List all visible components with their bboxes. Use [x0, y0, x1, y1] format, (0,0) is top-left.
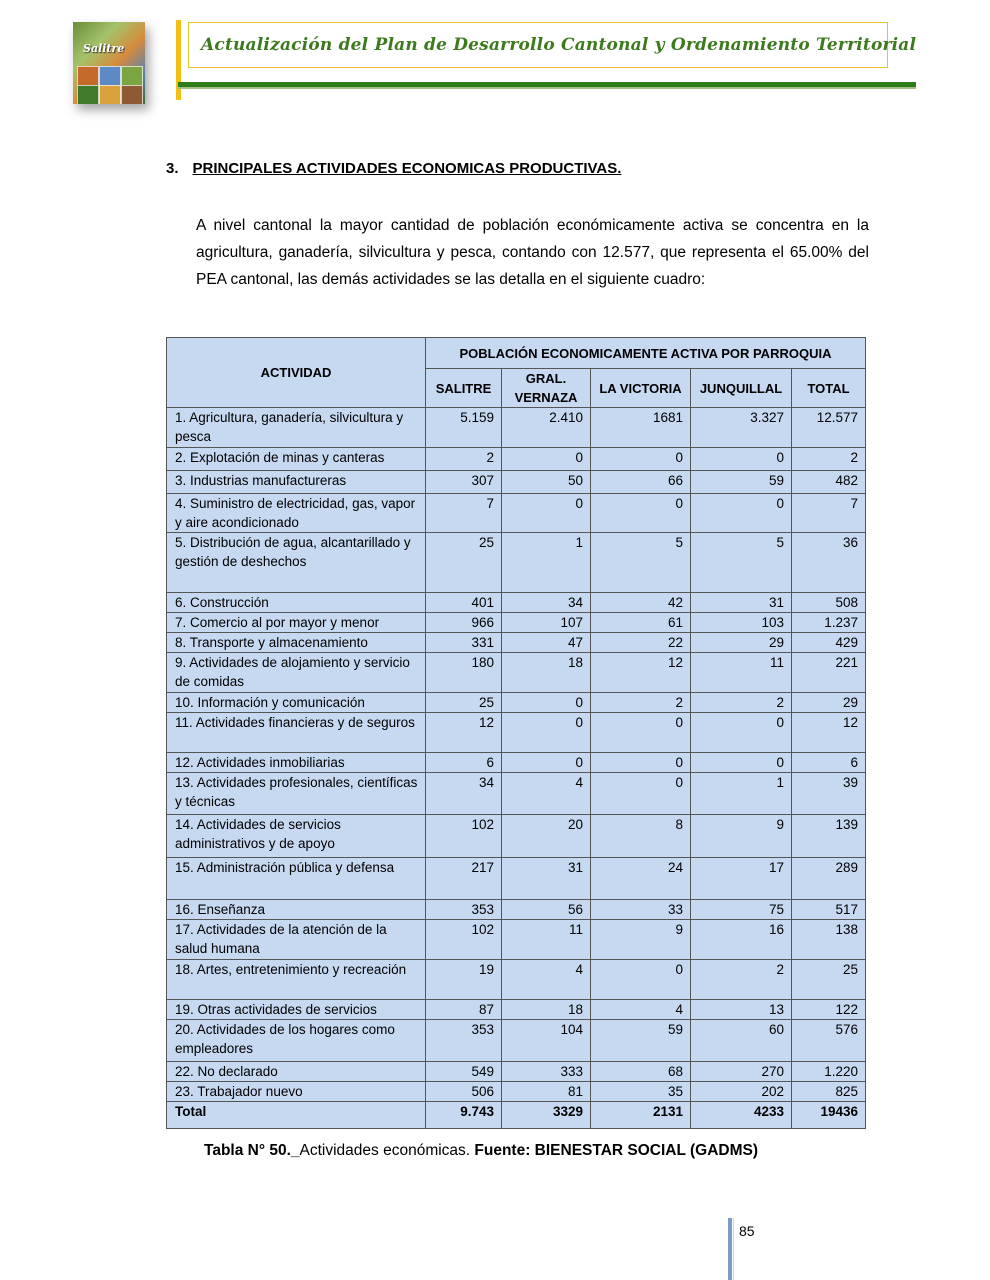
- header-title-box: [188, 22, 917, 68]
- header-divider-shadow: [178, 87, 916, 89]
- activity-cell: 5. Distribución de agua, alcantarillado y gestión de deshechos: [167, 533, 426, 593]
- value-cell: 104: [502, 1020, 591, 1062]
- value-cell: 2: [691, 960, 792, 1000]
- activity-cell: 17. Actividades de la atención de la salud humana: [167, 920, 426, 960]
- value-cell: 16: [691, 920, 792, 960]
- value-cell: 7: [792, 494, 866, 533]
- table-row: [167, 773, 866, 815]
- activity-cell: 16. Enseñanza: [167, 900, 426, 920]
- table-row: [167, 471, 866, 494]
- value-cell: 12: [792, 713, 866, 753]
- value-cell: 50: [502, 471, 591, 494]
- activity-cell: 23. Trabajador nuevo: [167, 1082, 426, 1102]
- total-label: Total: [167, 1102, 426, 1129]
- value-cell: 966: [426, 613, 502, 633]
- value-cell: 36: [792, 533, 866, 593]
- value-cell: 4: [591, 1000, 691, 1020]
- value-cell: 576: [792, 1020, 866, 1062]
- value-cell: 0: [591, 960, 691, 1000]
- value-cell: 139: [792, 815, 866, 858]
- value-cell: 81: [502, 1082, 591, 1102]
- value-cell: 825: [792, 1082, 866, 1102]
- caption-source: Fuente: BIENESTAR SOCIAL (GADMS): [474, 1142, 759, 1159]
- value-cell: 17: [691, 858, 792, 900]
- value-cell: 11: [691, 653, 792, 693]
- column-header: GRAL. VERNAZA: [502, 369, 591, 408]
- value-cell: 24: [591, 858, 691, 900]
- value-cell: 75: [691, 900, 792, 920]
- column-header: SALITRE: [426, 369, 502, 408]
- value-cell: 42: [591, 593, 691, 613]
- value-cell: 429: [792, 633, 866, 653]
- total-value-cell: 3329: [502, 1102, 591, 1129]
- value-cell: 66: [591, 471, 691, 494]
- activity-cell: 1. Agricultura, ganadería, silvicultura y pesca: [167, 408, 426, 448]
- value-cell: 5.159: [426, 408, 502, 448]
- caption-label: Tabla N° 50._: [204, 1142, 300, 1159]
- value-cell: 221: [792, 653, 866, 693]
- value-cell: 31: [502, 858, 591, 900]
- table-row: [167, 1082, 866, 1102]
- value-cell: 34: [502, 593, 591, 613]
- column-header-actividad: ACTIVIDAD: [167, 338, 426, 408]
- activity-cell: 9. Actividades de alojamiento y servicio de comidas: [167, 653, 426, 693]
- value-cell: 0: [691, 494, 792, 533]
- value-cell: 331: [426, 633, 502, 653]
- table-caption: [204, 1142, 758, 1160]
- value-cell: 59: [691, 471, 792, 494]
- value-cell: 9: [591, 920, 691, 960]
- value-cell: 103: [691, 613, 792, 633]
- activity-cell: 10. Información y comunicación: [167, 693, 426, 713]
- salitre-logo: [73, 22, 145, 104]
- value-cell: 68: [591, 1062, 691, 1082]
- value-cell: 1.237: [792, 613, 866, 633]
- table-row: [167, 494, 866, 533]
- table-row: [167, 900, 866, 920]
- section-heading: [166, 160, 621, 177]
- value-cell: 517: [792, 900, 866, 920]
- value-cell: 2: [426, 448, 502, 471]
- value-cell: 217: [426, 858, 502, 900]
- value-cell: 270: [691, 1062, 792, 1082]
- value-cell: 12.577: [792, 408, 866, 448]
- column-header: JUNQUILLAL: [691, 369, 792, 408]
- value-cell: 18: [502, 653, 591, 693]
- value-cell: 122: [792, 1000, 866, 1020]
- activity-cell: 13. Actividades profesionales, científicas y técnicas: [167, 773, 426, 815]
- table-row: [167, 1062, 866, 1082]
- value-cell: 0: [591, 773, 691, 815]
- value-cell: 34: [426, 773, 502, 815]
- footer-accent-line: [733, 1218, 734, 1280]
- value-cell: 353: [426, 1020, 502, 1062]
- value-cell: 0: [502, 448, 591, 471]
- value-cell: 12: [591, 653, 691, 693]
- value-cell: 6: [426, 753, 502, 773]
- value-cell: 11: [502, 920, 591, 960]
- value-cell: 0: [591, 753, 691, 773]
- value-cell: 138: [792, 920, 866, 960]
- value-cell: 0: [502, 713, 591, 753]
- value-cell: 29: [792, 693, 866, 713]
- value-cell: 202: [691, 1082, 792, 1102]
- value-cell: 20: [502, 815, 591, 858]
- value-cell: 0: [691, 713, 792, 753]
- section-title: PRINCIPALES ACTIVIDADES ECONOMICAS PRODUCTIVAS.: [192, 160, 622, 177]
- activity-cell: 19. Otras actividades de servicios: [167, 1000, 426, 1020]
- value-cell: 4: [502, 773, 591, 815]
- column-group-header: POBLACIÓN ECONOMICAMENTE ACTIVA POR PARROQUIA: [426, 338, 866, 369]
- value-cell: 508: [792, 593, 866, 613]
- table-row: [167, 1020, 866, 1062]
- value-cell: 39: [792, 773, 866, 815]
- value-cell: 5: [691, 533, 792, 593]
- total-value-cell: 9.743: [426, 1102, 502, 1129]
- value-cell: 25: [792, 960, 866, 1000]
- column-header: LA VICTORIA: [591, 369, 691, 408]
- activity-cell: 18. Artes, entretenimiento y recreación: [167, 960, 426, 1000]
- value-cell: 307: [426, 471, 502, 494]
- activity-cell: 2. Explotación de minas y canteras: [167, 448, 426, 471]
- value-cell: 2: [691, 693, 792, 713]
- value-cell: 12: [426, 713, 502, 753]
- total-value-cell: 2131: [591, 1102, 691, 1129]
- value-cell: 35: [591, 1082, 691, 1102]
- value-cell: 401: [426, 593, 502, 613]
- table-row: [167, 713, 866, 753]
- value-cell: 87: [426, 1000, 502, 1020]
- value-cell: 0: [691, 753, 792, 773]
- value-cell: 1.220: [792, 1062, 866, 1082]
- value-cell: 22: [591, 633, 691, 653]
- economic-activities-table: [166, 337, 866, 1129]
- total-value-cell: 19436: [792, 1102, 866, 1129]
- value-cell: 4: [502, 960, 591, 1000]
- value-cell: 0: [591, 494, 691, 533]
- value-cell: 29: [691, 633, 792, 653]
- value-cell: 0: [502, 693, 591, 713]
- table-row: [167, 815, 866, 858]
- value-cell: 2: [591, 693, 691, 713]
- value-cell: 18: [502, 1000, 591, 1020]
- value-cell: 0: [502, 753, 591, 773]
- value-cell: 1: [502, 533, 591, 593]
- value-cell: 8: [591, 815, 691, 858]
- value-cell: 0: [591, 448, 691, 471]
- activity-cell: 4. Suministro de electricidad, gas, vapor y aire acondicionado: [167, 494, 426, 533]
- table-row: [167, 533, 866, 593]
- value-cell: 482: [792, 471, 866, 494]
- activity-cell: 3. Industrias manufactureras: [167, 471, 426, 494]
- value-cell: 9: [691, 815, 792, 858]
- table-row: [167, 633, 866, 653]
- table-row: [167, 1000, 866, 1020]
- value-cell: 33: [591, 900, 691, 920]
- value-cell: 2.410: [502, 408, 591, 448]
- value-cell: 31: [691, 593, 792, 613]
- value-cell: 102: [426, 920, 502, 960]
- value-cell: 2: [792, 448, 866, 471]
- total-value-cell: 4233: [691, 1102, 792, 1129]
- column-header: TOTAL: [792, 369, 866, 408]
- value-cell: 0: [502, 494, 591, 533]
- value-cell: 1681: [591, 408, 691, 448]
- value-cell: 56: [502, 900, 591, 920]
- total-row: [167, 1102, 866, 1129]
- value-cell: 25: [426, 533, 502, 593]
- value-cell: 180: [426, 653, 502, 693]
- caption-text: Actividades económicas.: [299, 1142, 475, 1159]
- activity-cell: 22. No declarado: [167, 1062, 426, 1082]
- value-cell: 25: [426, 693, 502, 713]
- table-row: [167, 613, 866, 633]
- footer-accent-bar: [728, 1218, 732, 1280]
- value-cell: 59: [591, 1020, 691, 1062]
- value-cell: 47: [502, 633, 591, 653]
- page-number: 85: [739, 1223, 755, 1239]
- header-title: Actualización del Plan de Desarrollo Cantonal y Ordenamiento Territorial: [201, 35, 917, 55]
- table-row: [167, 653, 866, 693]
- activity-cell: 8. Transporte y almacenamiento: [167, 633, 426, 653]
- table-row: [167, 960, 866, 1000]
- activity-cell: 15. Administración pública y defensa: [167, 858, 426, 900]
- value-cell: 5: [591, 533, 691, 593]
- activity-cell: 12. Actividades inmobiliarias: [167, 753, 426, 773]
- table-row: [167, 593, 866, 613]
- value-cell: 61: [591, 613, 691, 633]
- logo-text: Salitre: [83, 42, 125, 55]
- value-cell: 1: [691, 773, 792, 815]
- value-cell: 353: [426, 900, 502, 920]
- value-cell: 506: [426, 1082, 502, 1102]
- section-number: 3.: [166, 160, 179, 177]
- table-row: [167, 408, 866, 448]
- value-cell: 0: [691, 448, 792, 471]
- value-cell: 7: [426, 494, 502, 533]
- activity-cell: 11. Actividades financieras y de seguros: [167, 713, 426, 753]
- value-cell: 102: [426, 815, 502, 858]
- table-row: [167, 858, 866, 900]
- value-cell: 549: [426, 1062, 502, 1082]
- table-row: [167, 920, 866, 960]
- value-cell: 19: [426, 960, 502, 1000]
- section-paragraph: A nivel cantonal la mayor cantidad de población económicamente activa se concentra en la agricultura, ganadería, silvicultura y pesca, contando con 12.577, que representa el 65.00% del PEA cantonal, las demás actividades se las detalla en el siguiente cuadro:: [196, 217, 869, 288]
- activity-cell: 20. Actividades de los hogares como empleadores: [167, 1020, 426, 1062]
- value-cell: 107: [502, 613, 591, 633]
- value-cell: 13: [691, 1000, 792, 1020]
- activity-cell: 7. Comercio al por mayor y menor: [167, 613, 426, 633]
- table-row: [167, 753, 866, 773]
- value-cell: 289: [792, 858, 866, 900]
- value-cell: 3.327: [691, 408, 792, 448]
- value-cell: 60: [691, 1020, 792, 1062]
- table-row: [167, 448, 866, 471]
- activity-cell: 14. Actividades de servicios administrativos y de apoyo: [167, 815, 426, 858]
- value-cell: 0: [591, 713, 691, 753]
- value-cell: 6: [792, 753, 866, 773]
- table-row: [167, 693, 866, 713]
- value-cell: 333: [502, 1062, 591, 1082]
- activity-cell: 6. Construcción: [167, 593, 426, 613]
